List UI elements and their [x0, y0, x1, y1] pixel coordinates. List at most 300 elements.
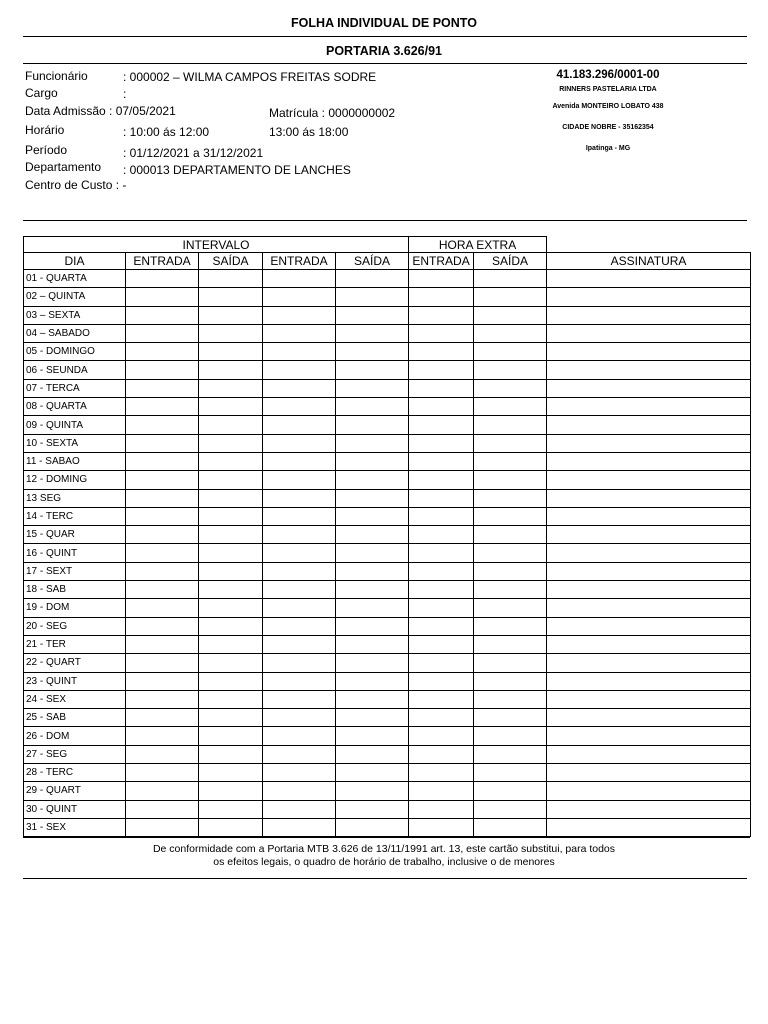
saida-intervalo-cell[interactable] [336, 544, 409, 562]
assinatura-cell[interactable] [547, 709, 751, 727]
col-entrada-extra: ENTRADA [409, 253, 474, 270]
entrada-extra-cell[interactable] [409, 416, 474, 434]
entrada-extra-cell[interactable] [409, 452, 474, 470]
saida-cell[interactable] [199, 709, 263, 727]
entrada-cell[interactable] [126, 617, 199, 635]
saida-intervalo-cell[interactable] [336, 654, 409, 672]
day-label: 22 - QUART [24, 654, 126, 672]
saida-intervalo-cell[interactable] [336, 306, 409, 324]
entrada-intervalo-cell[interactable] [263, 306, 336, 324]
saida-intervalo-cell[interactable] [336, 617, 409, 635]
saida-intervalo-cell[interactable] [336, 818, 409, 836]
day-label: 05 - DOMINGO [24, 343, 126, 361]
cargo-value: : [123, 87, 127, 101]
company-city: CIDADE NOBRE - 35162354 [562, 124, 654, 131]
entrada-cell[interactable] [126, 361, 199, 379]
col-dia: DIA [24, 253, 126, 270]
assinatura-cell[interactable] [547, 562, 751, 580]
saida-cell[interactable] [199, 471, 263, 489]
day-label: 04 – SABADO [24, 324, 126, 342]
timesheet-table [23, 236, 751, 837]
entrada-intervalo-cell[interactable] [263, 764, 336, 782]
entrada-extra-cell[interactable] [409, 270, 474, 288]
day-label: 16 - QUINT [24, 544, 126, 562]
entrada-intervalo-cell[interactable] [263, 562, 336, 580]
saida-cell[interactable] [199, 654, 263, 672]
saida-extra-cell[interactable] [474, 800, 547, 818]
saida-intervalo-cell[interactable] [336, 471, 409, 489]
day-label: 11 - SABAO [24, 452, 126, 470]
saida-intervalo-cell[interactable] [336, 727, 409, 745]
entrada-extra-cell[interactable] [409, 764, 474, 782]
saida-extra-cell[interactable] [474, 379, 547, 397]
assinatura-cell[interactable] [547, 306, 751, 324]
admissao-text: Data Admissão : 07/05/2021 [25, 104, 176, 118]
assinatura-cell[interactable] [547, 343, 751, 361]
saida-intervalo-cell[interactable] [336, 434, 409, 452]
entrada-extra-cell[interactable] [409, 617, 474, 635]
saida-intervalo-cell[interactable] [336, 452, 409, 470]
entrada-cell[interactable] [126, 635, 199, 653]
saida-cell[interactable] [199, 306, 263, 324]
saida-extra-cell[interactable] [474, 544, 547, 562]
assinatura-cell[interactable] [547, 800, 751, 818]
entrada-intervalo-cell[interactable] [263, 818, 336, 836]
assinatura-cell[interactable] [547, 690, 751, 708]
assinatura-cell[interactable] [547, 361, 751, 379]
saida-extra-cell[interactable] [474, 709, 547, 727]
day-row [24, 599, 751, 617]
saida-intervalo-cell[interactable] [336, 324, 409, 342]
saida-cell[interactable] [199, 452, 263, 470]
day-row [24, 324, 751, 342]
assinatura-cell[interactable] [547, 379, 751, 397]
entrada-intervalo-cell[interactable] [263, 270, 336, 288]
day-row [24, 379, 751, 397]
saida-extra-cell[interactable] [474, 361, 547, 379]
saida-cell[interactable] [199, 288, 263, 306]
day-row [24, 709, 751, 727]
entrada-intervalo-cell[interactable] [263, 361, 336, 379]
saida-extra-cell[interactable] [474, 672, 547, 690]
day-row [24, 617, 751, 635]
assinatura-cell[interactable] [547, 782, 751, 800]
day-row [24, 489, 751, 507]
entrada-cell[interactable] [126, 581, 199, 599]
saida-cell[interactable] [199, 764, 263, 782]
saida-extra-cell[interactable] [474, 434, 547, 452]
entrada-cell[interactable] [126, 599, 199, 617]
saida-extra-cell[interactable] [474, 343, 547, 361]
entrada-cell[interactable] [126, 306, 199, 324]
entrada-intervalo-cell[interactable] [263, 379, 336, 397]
saida-intervalo-cell[interactable] [336, 507, 409, 525]
saida-intervalo-cell[interactable] [336, 288, 409, 306]
entrada-intervalo-cell[interactable] [263, 526, 336, 544]
assinatura-cell[interactable] [547, 452, 751, 470]
entrada-extra-cell[interactable] [409, 599, 474, 617]
saida-cell[interactable] [199, 562, 263, 580]
day-label: 06 - SEUNDA [24, 361, 126, 379]
divider [23, 837, 750, 838]
saida-extra-cell[interactable] [474, 324, 547, 342]
entrada-intervalo-cell[interactable] [263, 672, 336, 690]
saida-cell[interactable] [199, 635, 263, 653]
entrada-cell[interactable] [126, 288, 199, 306]
day-label: 29 - QUART [24, 782, 126, 800]
assinatura-cell[interactable] [547, 288, 751, 306]
entrada-cell[interactable] [126, 654, 199, 672]
saida-extra-cell[interactable] [474, 306, 547, 324]
day-row [24, 690, 751, 708]
entrada-extra-cell[interactable] [409, 343, 474, 361]
entrada-extra-cell[interactable] [409, 434, 474, 452]
entrada-extra-cell[interactable] [409, 471, 474, 489]
document-subtitle: PORTARIA 3.626/91 [325, 44, 442, 58]
entrada-extra-cell[interactable] [409, 672, 474, 690]
entrada-intervalo-cell[interactable] [263, 471, 336, 489]
saida-cell[interactable] [199, 361, 263, 379]
saida-cell[interactable] [199, 782, 263, 800]
saida-cell[interactable] [199, 398, 263, 416]
saida-cell[interactable] [199, 379, 263, 397]
day-label: 18 - SAB [24, 581, 126, 599]
day-row [24, 416, 751, 434]
saida-extra-cell[interactable] [474, 654, 547, 672]
entrada-intervalo-cell[interactable] [263, 288, 336, 306]
saida-cell[interactable] [199, 581, 263, 599]
entrada-cell[interactable] [126, 800, 199, 818]
entrada-extra-cell[interactable] [409, 324, 474, 342]
saida-intervalo-cell[interactable] [336, 361, 409, 379]
day-label: 23 - QUINT [24, 672, 126, 690]
saida-extra-cell[interactable] [474, 764, 547, 782]
day-row [24, 452, 751, 470]
entrada-cell[interactable] [126, 782, 199, 800]
day-row [24, 562, 751, 580]
day-label: 09 - QUINTA [24, 416, 126, 434]
funcionario-value: : 000002 – WILMA CAMPOS FREITAS SODRE [123, 70, 377, 84]
saida-intervalo-cell[interactable] [336, 416, 409, 434]
entrada-extra-cell[interactable] [409, 544, 474, 562]
saida-cell[interactable] [199, 672, 263, 690]
assinatura-cell[interactable] [547, 818, 751, 836]
saida-extra-cell[interactable] [474, 452, 547, 470]
saida-extra-cell[interactable] [474, 398, 547, 416]
entrada-intervalo-cell[interactable] [263, 452, 336, 470]
entrada-extra-cell[interactable] [409, 745, 474, 763]
saida-extra-cell[interactable] [474, 507, 547, 525]
entrada-intervalo-cell[interactable] [263, 654, 336, 672]
col-entrada: ENTRADA [126, 253, 199, 270]
assinatura-cell[interactable] [547, 581, 751, 599]
entrada-cell[interactable] [126, 709, 199, 727]
footer-line-1: De conformidade com a Portaria MTB 3.626 de 13/11/1991 art. 13, este cartão substitui, para todos [152, 843, 616, 855]
entrada-extra-cell[interactable] [409, 507, 474, 525]
saida-cell[interactable] [199, 507, 263, 525]
entrada-cell[interactable] [126, 764, 199, 782]
assinatura-cell[interactable] [547, 526, 751, 544]
saida-extra-cell[interactable] [474, 617, 547, 635]
entrada-extra-cell[interactable] [409, 635, 474, 653]
entrada-intervalo-cell[interactable] [263, 489, 336, 507]
saida-cell[interactable] [199, 745, 263, 763]
saida-intervalo-cell[interactable] [336, 526, 409, 544]
entrada-extra-cell[interactable] [409, 782, 474, 800]
entrada-extra-cell[interactable] [409, 690, 474, 708]
saida-extra-cell[interactable] [474, 471, 547, 489]
saida-intervalo-cell[interactable] [336, 764, 409, 782]
entrada-cell[interactable] [126, 379, 199, 397]
saida-extra-cell[interactable] [474, 562, 547, 580]
entrada-cell[interactable] [126, 343, 199, 361]
saida-extra-cell[interactable] [474, 727, 547, 745]
divider [23, 878, 747, 879]
entrada-cell[interactable] [126, 562, 199, 580]
saida-cell[interactable] [199, 489, 263, 507]
day-label: 31 - SEX [24, 818, 126, 836]
day-label: 26 - DOM [24, 727, 126, 745]
saida-intervalo-cell[interactable] [336, 690, 409, 708]
company-name: RINNERS PASTELARIA LTDA [559, 86, 657, 93]
day-label: 07 - TERCA [24, 379, 126, 397]
assinatura-cell[interactable] [547, 672, 751, 690]
assinatura-cell[interactable] [547, 764, 751, 782]
saida-cell[interactable] [199, 690, 263, 708]
day-label: 12 - DOMING [24, 471, 126, 489]
periodo-label: Período [25, 143, 68, 157]
saida-intervalo-cell[interactable] [336, 599, 409, 617]
saida-cell[interactable] [199, 544, 263, 562]
centro-custo-text: Centro de Custo : - [25, 178, 127, 192]
day-row [24, 782, 751, 800]
day-label: 30 - QUINT [24, 800, 126, 818]
assinatura-cell[interactable] [547, 416, 751, 434]
saida-cell[interactable] [199, 800, 263, 818]
saida-intervalo-cell[interactable] [336, 398, 409, 416]
day-row [24, 635, 751, 653]
saida-intervalo-cell[interactable] [336, 562, 409, 580]
assinatura-cell[interactable] [547, 654, 751, 672]
entrada-cell[interactable] [126, 471, 199, 489]
entrada-cell[interactable] [126, 270, 199, 288]
col-assinatura: ASSINATURA [547, 253, 751, 270]
entrada-extra-cell[interactable] [409, 709, 474, 727]
assinatura-cell[interactable] [547, 324, 751, 342]
assinatura-cell[interactable] [547, 507, 751, 525]
day-row [24, 507, 751, 525]
entrada-intervalo-cell[interactable] [263, 690, 336, 708]
entrada-intervalo-cell[interactable] [263, 544, 336, 562]
entrada-intervalo-cell[interactable] [263, 343, 336, 361]
saida-extra-cell[interactable] [474, 288, 547, 306]
saida-extra-cell[interactable] [474, 526, 547, 544]
assinatura-cell[interactable] [547, 617, 751, 635]
day-row [24, 288, 751, 306]
assinatura-cell[interactable] [547, 398, 751, 416]
entrada-cell[interactable] [126, 452, 199, 470]
day-row [24, 434, 751, 452]
horario-label: Horário [25, 123, 65, 137]
day-row [24, 544, 751, 562]
day-label: 01 - QUARTA [24, 270, 126, 288]
saida-intervalo-cell[interactable] [336, 635, 409, 653]
saida-extra-cell[interactable] [474, 635, 547, 653]
saida-intervalo-cell[interactable] [336, 782, 409, 800]
cargo-label: Cargo [25, 86, 58, 100]
col-saida: SAÍDA [199, 253, 263, 270]
day-row [24, 398, 751, 416]
saida-cell[interactable] [199, 727, 263, 745]
group-header-row [24, 237, 751, 253]
saida-cell[interactable] [199, 270, 263, 288]
entrada-intervalo-cell[interactable] [263, 507, 336, 525]
saida-extra-cell[interactable] [474, 270, 547, 288]
saida-intervalo-cell[interactable] [336, 581, 409, 599]
day-row [24, 270, 751, 288]
saida-intervalo-cell[interactable] [336, 800, 409, 818]
assinatura-cell[interactable] [547, 727, 751, 745]
assinatura-cell[interactable] [547, 489, 751, 507]
entrada-extra-cell[interactable] [409, 288, 474, 306]
day-row [24, 471, 751, 489]
funcionario-label: Funcionário [25, 69, 88, 83]
assinatura-cell[interactable] [547, 635, 751, 653]
day-label: 15 - QUAR [24, 526, 126, 544]
day-label: 20 - SEG [24, 617, 126, 635]
document-title: FOLHA INDIVIDUAL DE PONTO [291, 16, 477, 30]
entrada-intervalo-cell[interactable] [263, 800, 336, 818]
assinatura-cell[interactable] [547, 745, 751, 763]
saida-intervalo-cell[interactable] [336, 343, 409, 361]
entrada-intervalo-cell[interactable] [263, 581, 336, 599]
entrada-extra-cell[interactable] [409, 818, 474, 836]
assinatura-cell[interactable] [547, 471, 751, 489]
entrada-intervalo-cell[interactable] [263, 416, 336, 434]
col-saida-intervalo: SAÍDA [336, 253, 409, 270]
empty-cell [547, 237, 751, 253]
day-row [24, 654, 751, 672]
entrada-extra-cell[interactable] [409, 800, 474, 818]
saida-intervalo-cell[interactable] [336, 709, 409, 727]
saida-intervalo-cell[interactable] [336, 672, 409, 690]
saida-cell[interactable] [199, 416, 263, 434]
entrada-extra-cell[interactable] [409, 727, 474, 745]
entrada-cell[interactable] [126, 398, 199, 416]
saida-intervalo-cell[interactable] [336, 745, 409, 763]
saida-cell[interactable] [199, 343, 263, 361]
matricula-text: Matrícula : 0000000002 [269, 106, 396, 120]
day-label: 21 - TER [24, 635, 126, 653]
entrada-intervalo-cell[interactable] [263, 434, 336, 452]
day-label: 02 – QUINTA [24, 288, 126, 306]
saida-extra-cell[interactable] [474, 782, 547, 800]
entrada-extra-cell[interactable] [409, 361, 474, 379]
entrada-cell[interactable] [126, 507, 199, 525]
saida-extra-cell[interactable] [474, 416, 547, 434]
entrada-extra-cell[interactable] [409, 489, 474, 507]
day-label: 24 - SEX [24, 690, 126, 708]
entrada-cell[interactable] [126, 526, 199, 544]
entrada-extra-cell[interactable] [409, 306, 474, 324]
assinatura-cell[interactable] [547, 434, 751, 452]
col-entrada-intervalo: ENTRADA [263, 253, 336, 270]
saida-cell[interactable] [199, 599, 263, 617]
day-label: 17 - SEXT [24, 562, 126, 580]
entrada-intervalo-cell[interactable] [263, 727, 336, 745]
entrada-extra-cell[interactable] [409, 398, 474, 416]
horario-value-1: : 10:00 ás 12:00 [123, 125, 210, 139]
entrada-intervalo-cell[interactable] [263, 745, 336, 763]
saida-cell[interactable] [199, 324, 263, 342]
group-intervalo: INTERVALO [24, 237, 409, 253]
entrada-cell[interactable] [126, 416, 199, 434]
day-label: 19 - DOM [24, 599, 126, 617]
saida-extra-cell[interactable] [474, 690, 547, 708]
divider [23, 36, 747, 37]
entrada-cell[interactable] [126, 672, 199, 690]
departamento-value: : 000013 DEPARTAMENTO DE LANCHES [123, 163, 351, 177]
entrada-intervalo-cell[interactable] [263, 599, 336, 617]
entrada-extra-cell[interactable] [409, 379, 474, 397]
col-saida-extra: SAÍDA [474, 253, 547, 270]
day-label: 13 SEG [24, 489, 126, 507]
entrada-intervalo-cell[interactable] [263, 617, 336, 635]
entrada-cell[interactable] [126, 544, 199, 562]
day-label: 27 - SEG [24, 745, 126, 763]
saida-intervalo-cell[interactable] [336, 270, 409, 288]
day-row [24, 361, 751, 379]
saida-cell[interactable] [199, 434, 263, 452]
assinatura-cell[interactable] [547, 270, 751, 288]
entrada-extra-cell[interactable] [409, 654, 474, 672]
entrada-intervalo-cell[interactable] [263, 398, 336, 416]
saida-cell[interactable] [199, 617, 263, 635]
saida-extra-cell[interactable] [474, 581, 547, 599]
entrada-extra-cell[interactable] [409, 526, 474, 544]
entrada-extra-cell[interactable] [409, 581, 474, 599]
entrada-extra-cell[interactable] [409, 562, 474, 580]
entrada-cell[interactable] [126, 745, 199, 763]
column-header-row [24, 253, 751, 270]
saida-extra-cell[interactable] [474, 489, 547, 507]
day-label: 08 - QUARTA [24, 398, 126, 416]
entrada-intervalo-cell[interactable] [263, 782, 336, 800]
saida-extra-cell[interactable] [474, 599, 547, 617]
entrada-intervalo-cell[interactable] [263, 324, 336, 342]
day-row [24, 727, 751, 745]
assinatura-cell[interactable] [547, 599, 751, 617]
saida-intervalo-cell[interactable] [336, 489, 409, 507]
day-label: 25 - SAB [24, 709, 126, 727]
entrada-cell[interactable] [126, 489, 199, 507]
saida-extra-cell[interactable] [474, 745, 547, 763]
entrada-cell[interactable] [126, 434, 199, 452]
saida-extra-cell[interactable] [474, 818, 547, 836]
entrada-cell[interactable] [126, 727, 199, 745]
saida-intervalo-cell[interactable] [336, 379, 409, 397]
assinatura-cell[interactable] [547, 544, 751, 562]
entrada-cell[interactable] [126, 818, 199, 836]
saida-cell[interactable] [199, 526, 263, 544]
saida-cell[interactable] [199, 818, 263, 836]
entrada-cell[interactable] [126, 690, 199, 708]
entrada-intervalo-cell[interactable] [263, 635, 336, 653]
horario-value-2: 13:00 ás 18:00 [269, 125, 349, 139]
entrada-cell[interactable] [126, 324, 199, 342]
entrada-intervalo-cell[interactable] [263, 709, 336, 727]
day-row [24, 672, 751, 690]
